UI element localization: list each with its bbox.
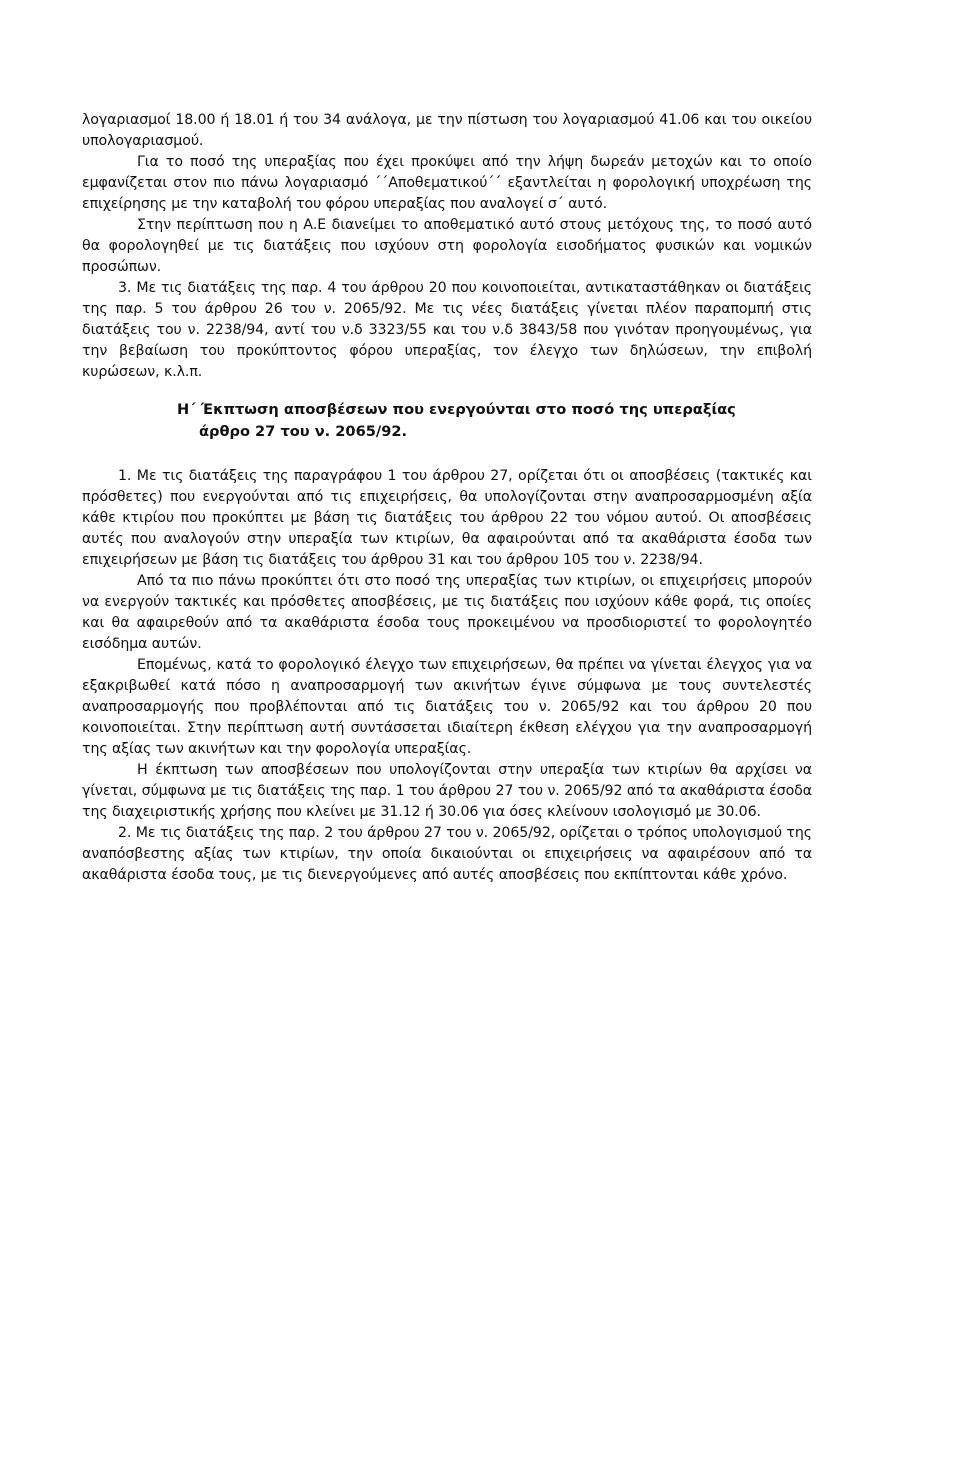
paragraph-depreciation: Από τα πιο πάνω προκύπτει ότι στο ποσό της υπεραξίας των κτιρίων, οι επιχειρήσεις μπορούν να ενεργούν τακτικές και πρόσθετες αποσβέσεις, με τις διατάξεις που ισχύουν κάθε φορά, τις οποίες και θα αφαιρεθούν από τα ακαθάριστα έσοδα τους προκειμένου να προσδιοριστεί το φορολογητέο εισόδημα αυτών. [82,573,812,652]
paragraph-deduction-start: Η έκπτωση των αποσβέσεων που υπολογίζονται στην υπεραξία των κτιρίων θα αρχίσει να γίνεται, σύμφωνα με τις διατάξεις της παρ. 1 του άρθρου 27 του ν. 2065/92 από τα ακαθάριστα έσοδα της διαχειριστικής χρήσης που κλείνει με 31.12 ή 30.06 για όσες κλείνουν ισολογισμό με 30.06. [82,762,812,820]
paragraph-continuation: λογαριασμοί 18.00 ή 18.01 ή του 34 ανάλογα, με την πίστωση του λογαριασμού 41.06 και του οικείου υπολογαριασμού. [82,112,812,149]
section-heading-title: Η΄ Έκπτωση αποσβέσεων που ενεργούνται στο ποσό της υπεραξίας [177,401,736,418]
section-heading [82,399,812,443]
paragraph-item-2: 2. Με τις διατάξεις της παρ. 2 του άρθρου 27 του ν. 2065/92, ορίζεται ο τρόπος υπολογισμού της αναπόσβεστης αξίας των κτιρίων, την οποία δικαιούνται οι επιχειρήσεις να αφαιρέσουν από τα ακαθάριστα έσοδα τους, με τις διενεργούμενες από αυτές αποσβέσεις που εκπίπτονται κάθε χρόνο. [82,825,812,883]
paragraph-audit: Επομένως, κατά το φορολογικό έλεγχο των επιχειρήσεων, θα πρέπει να γίνεται έλεγχος για να εξακριβωθεί κατά πόσο η αναπροσαρμογή των ακινήτων έγινε σύμφωνα με τους συντελεστές αναπροσαρμογής που προβλέπονται από τις διατάξεις του ν. 2065/92 και του άρθρου 20 που κοινοποιείται. Στην περίπτωση αυτή συντάσσεται ιδιαίτερη έκθεση ελέγχου για την αναπροσαρμογή της αξίας των ακινήτων και την φορολογία υπεραξίας. [82,657,812,757]
document-page [82,110,812,886]
paragraph-tax-obligation: Για το ποσό της υπεραξίας που έχει προκύψει από την λήψη δωρεάν μετοχών και το οποίο εμφανίζεται στον πιο πάνω λογαριασμό ΄΄Αποθεματικού΄΄ εξαντλείται η φορολογική υποχρέωση της επιχείρησης με την καταβολή του φόρου υπεραξίας που αναλογεί σ΄ αυτό. [82,154,812,212]
paragraph-item-1: 1. Με τις διατάξεις της παραγράφου 1 του άρθρου 27, ορίζεται ότι οι αποσβέσεις (τακτικές και πρόσθετες) που ενεργούνται από τις επιχειρήσεις, θα υπολογίζονται στην αναπροσαρμοσμένη αξία κάθε κτιρίου που προκύπτει με βάση τις διατάξεις του άρθρου 22 του νόμου αυτού. Οι αποσβέσεις αυτές που αναλογούν στην υπεραξία των κτιρίων, θα αφαιρούνται από τα ακαθάριστα έσοδα των επιχειρήσεων με βάση τις διατάξεις του άρθρου 31 και του άρθρου 105 του ν. 2238/94. [82,468,812,568]
paragraph-item-3: 3. Με τις διατάξεις της παρ. 4 του άρθρου 20 που κοινοποιείται, αντικαταστάθηκαν οι διατάξεις της παρ. 5 του άρθρου 26 του ν. 2065/92. Με τις νέες διατάξεις γίνεται πλέον παραπομπή στις διατάξεις του ν. 2238/94, αντί του ν.δ 3323/55 και του ν.δ 3843/58 που γινόταν προηγουμένως, για την βεβαίωση του προκύπτοντος φόρου υπεραξίας, τον έλεγχο των δηλώσεων, την επιβολή κυρώσεων, κ.λ.π. [82,280,812,380]
paragraph-distribution: Στην περίπτωση που η Α.Ε διανείμει το αποθεματικό αυτό στους μετόχους της, το ποσό αυτό θα φορολογηθεί με τις διατάξεις που ισχύουν στη φορολογία εισοδήματος φυσικών και νομικών προσώπων. [82,217,812,275]
section-heading-subtitle: άρθρο 27 του ν. 2065/92. [199,423,408,440]
